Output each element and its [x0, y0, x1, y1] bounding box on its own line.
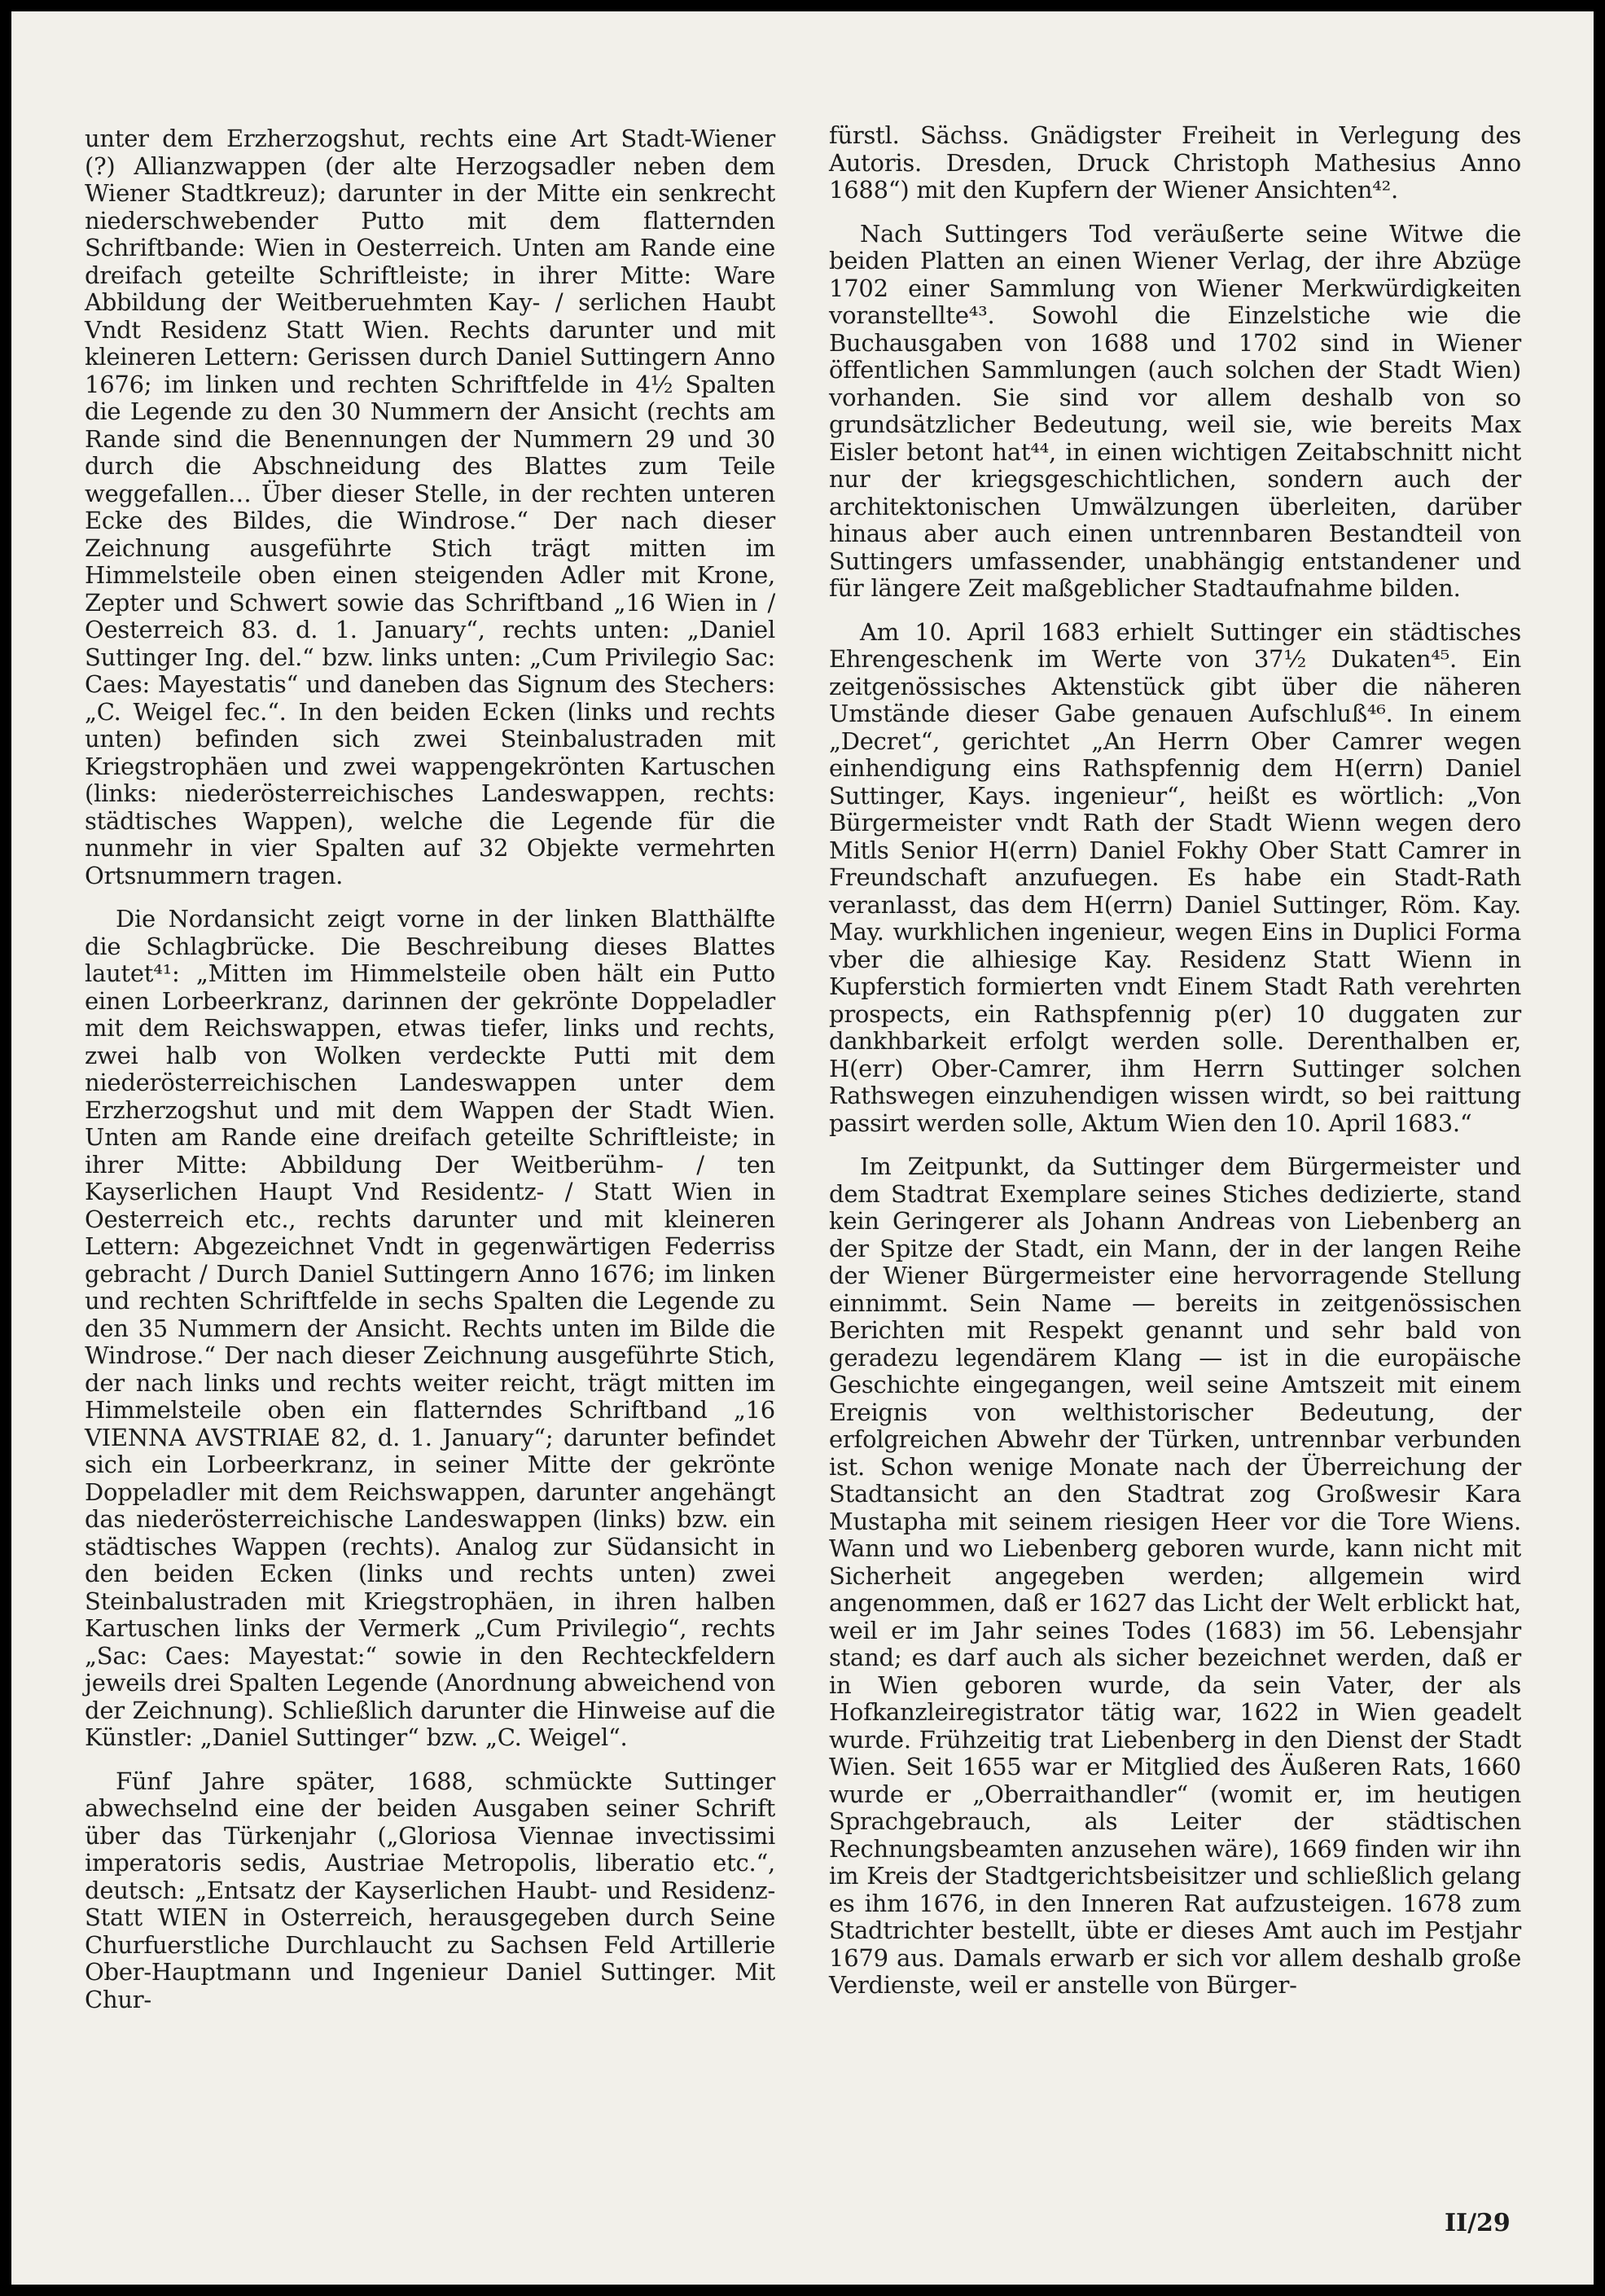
paragraph: Im Zeitpunkt, da Suttinger dem Bürgermeister und dem Stadtrat Exemplare seines Stiches dedizierte, stand kein Geringerer als Johann Andreas von Liebenberg an der Spitze der Stadt, ein Mann, der in der langen Reihe der Wiener Bürgermeister eine hervorragende Stellung einnimmt. Sein Name — bereits in zeitgenössischen Berichten mit Respekt genannt und sehr bald von geradezu legendärem Klang — ist in die europäische Geschichte eingegangen, weil seine Amtszeit mit einem Ereignis von welthistorischer Bedeutung, der erfolgreichen Abwehr der Türken, untrennbar verbunden ist. Schon wenige Monate nach der Überreichung der Stadtansicht an den Stadtrat zog Großwesir Kara Mustapha mit seinem riesigen Heer vor die Tore Wiens. Wann und wo Liebenberg geboren wurde, kann nicht mit Sicherheit angegeben werden; allgemein wird angenommen, daß er 1627 das Licht der Welt erblickt hat, weil er im Jahr seines Todes (1683) im 56. Lebensjahr stand; es darf auch als sicher bezeichnet werden, daß er in Wien geboren wurde, da sein Vater, der als Hofkanzleiregistrator tätig war, 1622 in Wien geadelt wurde. Frühzeitig trat Liebenberg in den Dienst der Stadt Wien. Seit 1655 war er Mitglied des Äußeren Rats, 1660 wurde er „Oberraithandler“ (womit er, im heutigen Sprachgebrauch, als Leiter der städtischen Rechnungsbeamten anzusehen wäre), 1669 finden wir ihn im Kreis der Stadtgerichtsbeisitzer und schließlich gelang es ihm 1676, in den Inneren Rat aufzusteigen. 1678 zum Stadtrichter bestellt, übte er dieses Amt auch im Pestjahr 1679 aus. Damals erwarb er sich vor allem deshalb große Verdienste, weil er anstelle von Bürger-	[829, 1152, 1521, 1999]
left-text-column	[85, 125, 775, 2030]
page-number: II/29	[1445, 2209, 1511, 2237]
right-text-column	[829, 122, 1521, 2016]
paragraph: Nach Suttingers Tod veräußerte seine Witwe die beiden Platten an einen Wiener Verlag, der ihre Abzüge 1702 einer Sammlung von Wiener Merkwürdigkeiten voranstellte⁴³. Sowohl die Einzelstiche wie die Buchausgaben von 1688 und 1702 sind in Wiener öffentlichen Sammlungen (auch solchen der Stadt Wien) vorhanden. Sie sind vor allem deshalb von so grundsätzlicher Bedeutung, weil sie, wie bereits Max Eisler betont hat⁴⁴, in einen wichtigen Zeitabschnitt nicht nur der kriegsgeschichtlichen, sondern auch der architektonischen Umwälzungen überleiten, darüber hinaus aber auch einen untrennbaren Bestandteil von Suttingers umfassender, unabhängig entstandener und für längere Zeit maßgeblicher Stadtaufnahme bilden.	[829, 219, 1521, 602]
paragraph: unter dem Erzherzogshut, rechts eine Art Stadt-Wiener (?) Allianzwappen (der alte Herzogsadler neben dem Wiener Stadtkreuz); darunter in der Mitte ein senkrecht niederschwebender Putto mit dem flatternden Schriftbande: Wien in Oesterreich. Unten am Rande eine dreifach geteilte Schriftleiste; in ihrer Mitte: Ware Abbildung der Weitberuehmten Kay- / serlichen Haubt Vndt Residenz Statt Wien. Rechts darunter und mit kleineren Lettern: Gerissen durch Daniel Suttingern Anno 1676; im linken und rechten Schriftfelde in 4½ Spalten die Legende zu den 30 Nummern der Ansicht (rechts am Rande sind die Benennungen der Nummern 29 und 30 durch die Abschneidung des Blattes zum Teile weggefallen… Über dieser Stelle, in der rechten unteren Ecke des Bildes, die Windrose.“ Der nach dieser Zeichnung ausgeführte Stich trägt mitten im Himmelsteile oben einen steigenden Adler mit Krone, Zepter und Schwert sowie das Schriftband „16 Wien in / Oesterreich 83. d. 1. January“, rechts unten: „Daniel Suttinger Ing. del.“ bzw. links unten: „Cum Privilegio Sac: Caes: Mayestatis“ und daneben das Signum des Stechers: „C. Weigel fec.“. In den beiden Ecken (links und rechts unten) befinden sich zwei Steinbalustraden mit Kriegstrophäen und zwei wappengekrönten Kartuschen (links: niederösterreichisches Landeswappen, rechts: städtisches Wappen), welche die Legende für die nunmehr in vier Spalten auf 32 Objekte vermehrten Ortsnummern tragen.	[85, 125, 775, 889]
paragraph: Fünf Jahre später, 1688, schmückte Suttinger abwechselnd eine der beiden Ausgaben seiner Schrift über das Türkenjahr („Gloriosa Viennae invectissimi imperatoris sedis, Austriae Metropolis, liberatio etc.“, deutsch: „Entsatz der Kayserlichen Haubt- und Residenz-Statt WIEN in Osterreich, herausgegeben durch Seine Churfuerstliche Durchlaucht zu Sachsen Feld Artillerie Ober-Hauptmann und Ingenieur Daniel Suttinger. Mit Chur-	[85, 1767, 775, 2013]
paragraph: Am 10. April 1683 erhielt Suttinger ein städtisches Ehrengeschenk im Werte von 37½ Dukaten⁴⁵. Ein zeitgenössisches Aktenstück gibt über die näheren Umstände dieser Gabe genauen Aufschluß⁴⁶. In einem „Decret“, gerichtet „An Herrn Ober Camrer wegen einhendigung eins Rathspfennig dem H(errn) Daniel Suttinger, Kays. ingenieur“, heißt es wörtlich: „Von Bürgermeister vndt Rath der Stadt Wienn wegen dero Mitls Senior H(errn) Daniel Fokhy Ober Statt Camrer in Freundschaft anzufuegen. Es habe ein Stadt-Rath veranlasst, das dem H(errn) Daniel Suttinger, Röm. Kay. May. wurkhlichen ingenieur, wegen Eins in Duplici Forma vber die alhiesige Kay. Residenz Statt Wienn in Kupferstich formierten vndt Einem Stadt Rath verehrten prospects, ein Rathspfennig p(er) 10 duggaten zur dankhbarkeit erfolgt werden solle. Derenthalben er, H(err) Ober-Camrer, ihm Herrn Suttinger solchen Rathswegen einzuhendigen wissen wirdt, so bei raittung passirt werden solle, Aktum Wien den 10. April 1683.“	[829, 617, 1521, 1137]
document-page	[11, 11, 1594, 2285]
paragraph: fürstl. Sächss. Gnädigster Freiheit in Verlegung des Autoris. Dresden, Druck Christoph Mathesius Anno 1688“) mit den Kupfern der Wiener Ansichten⁴².	[829, 121, 1521, 204]
paragraph: Die Nordansicht zeigt vorne in der linken Blatthälfte die Schlagbrücke. Die Beschreibung dieses Blattes lautet⁴¹: „Mitten im Himmelsteile oben hält ein Putto einen Lorbeerkranz, darinnen der gekrönte Doppeladler mit dem Reichswappen, etwas tiefer, links und rechts, zwei halb von Wolken verdeckte Putti mit dem niederösterreichischen Landeswappen unter dem Erzherzogshut und mit dem Wappen der Stadt Wien. Unten am Rande eine dreifach geteilte Schriftleiste; in ihrer Mitte: Abbildung Der Weitberühm- / ten Kayserlichen Haupt Vnd Residentz- / Statt Wien in Oesterreich etc., rechts darunter und mit kleineren Lettern: Abgezeichnet Vndt in gegenwärtigen Federriss gebracht / Durch Daniel Suttingern Anno 1676; im linken und rechten Schriftfelde in sechs Spalten die Legende zu den 35 Nummern der Ansicht. Rechts unten im Bilde die Windrose.“ Der nach dieser Zeichnung ausgeführte Stich, der nach links und rechts weiter reicht, trägt mitten im Himmelsteile oben ein flatterndes Schriftband „16 VIENNA AVSTRIAE 82, d. 1. January“; darunter befindet sich ein Lorbeerkranz, in seiner Mitte der gekrönte Doppeladler mit dem Reichswappen, darunter angehängt das niederösterreichische Landeswappen (links) bzw. ein städtisches Wappen (rechts). Analog zur Südansicht in den beiden Ecken (links und rechts unten) zwei Steinbalustraden mit Kriegstrophäen, in ihren halben Kartuschen links der Vermerk „Cum Privilegio“, rechts „Sac: Caes: Mayestat:“ sowie in den Rechteckfeldern jeweils drei Spalten Legende (Anordnung abweichend von der Zeichnung). Schließlich darunter die Hinweise auf die Künstler: „Daniel Suttinger“ bzw. „C. Weigel“.	[85, 905, 775, 1751]
